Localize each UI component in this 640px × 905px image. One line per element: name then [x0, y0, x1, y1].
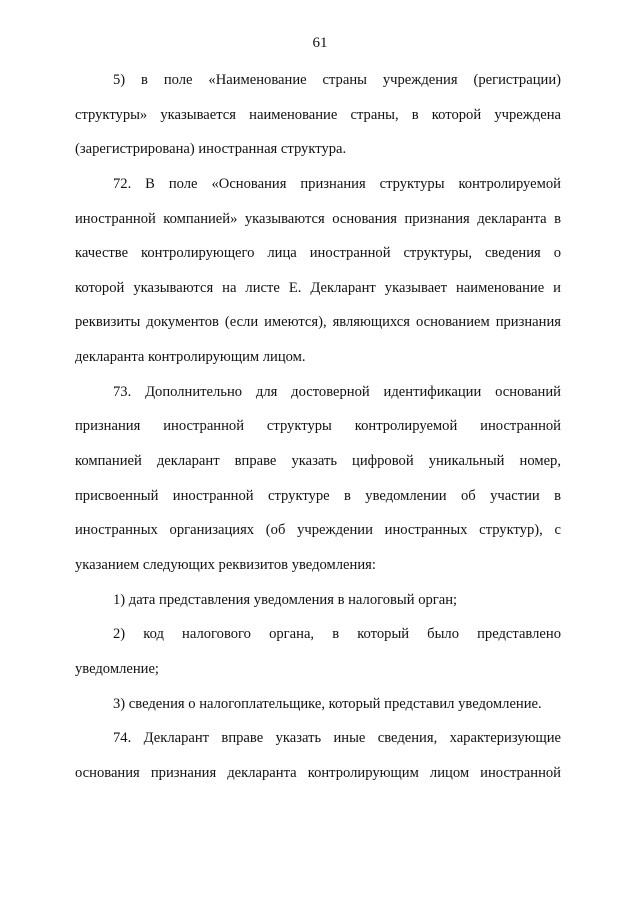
text-line: 72. В поле «Основания признания структуры контролируемой [113, 175, 561, 192]
text-line: 1) дата представления уведомления в налоговый орган; [113, 591, 458, 608]
text-line: (зарегистрирована) иностранная структура. [75, 141, 347, 158]
paragraph [75, 583, 561, 618]
paragraph [75, 687, 561, 722]
text-line: компанией декларант вправе указать цифровой уникальный номер, [75, 453, 561, 470]
text-line: присвоенный иностранной структуре в уведомлении об участии в [75, 487, 561, 504]
paragraph [75, 375, 561, 583]
text-line: структуры» указывается наименование страны, в которой учреждена [75, 106, 561, 123]
text-line: реквизиты документов (если имеются), являющихся основанием признания [75, 314, 561, 331]
text-line: иностранных организациях (об учреждении иностранных структур), с [75, 522, 561, 539]
text-line: декларанта контролирующим лицом. [75, 349, 306, 366]
text-line: 2) код налогового органа, в который было представлено [113, 626, 561, 643]
text-line: 74. Декларант вправе указать иные сведения, характеризующие [113, 730, 561, 747]
text-line: которой указываются на листе Е. Декларант указывает наименование и [75, 279, 561, 296]
text-line: признания иностранной структуры контролируемой иностранной [75, 418, 561, 435]
page-number: 61 [312, 35, 328, 51]
text-line: 3) сведения о налогоплательщике, который представил уведомление. [113, 695, 542, 712]
text-line: 5) в поле «Наименование страны учреждения (регистрации) [113, 72, 561, 88]
paragraph [75, 167, 561, 375]
paragraph [75, 721, 561, 790]
text-line: основания признания декларанта контролирующим лицом иностранной [75, 764, 561, 781]
paragraph [75, 617, 561, 686]
text-line: уведомление; [75, 660, 159, 677]
text-line: качестве контролирующего лица иностранной структуры, сведения о [75, 245, 561, 262]
paragraph [75, 63, 561, 167]
text-line: указанием следующих реквизитов уведомления: [75, 556, 376, 573]
document-body [75, 63, 561, 790]
text-line: 73. Дополнительно для достоверной идентификации оснований [113, 383, 561, 400]
text-line: иностранной компанией» указываются основания признания декларанта в [75, 210, 561, 227]
